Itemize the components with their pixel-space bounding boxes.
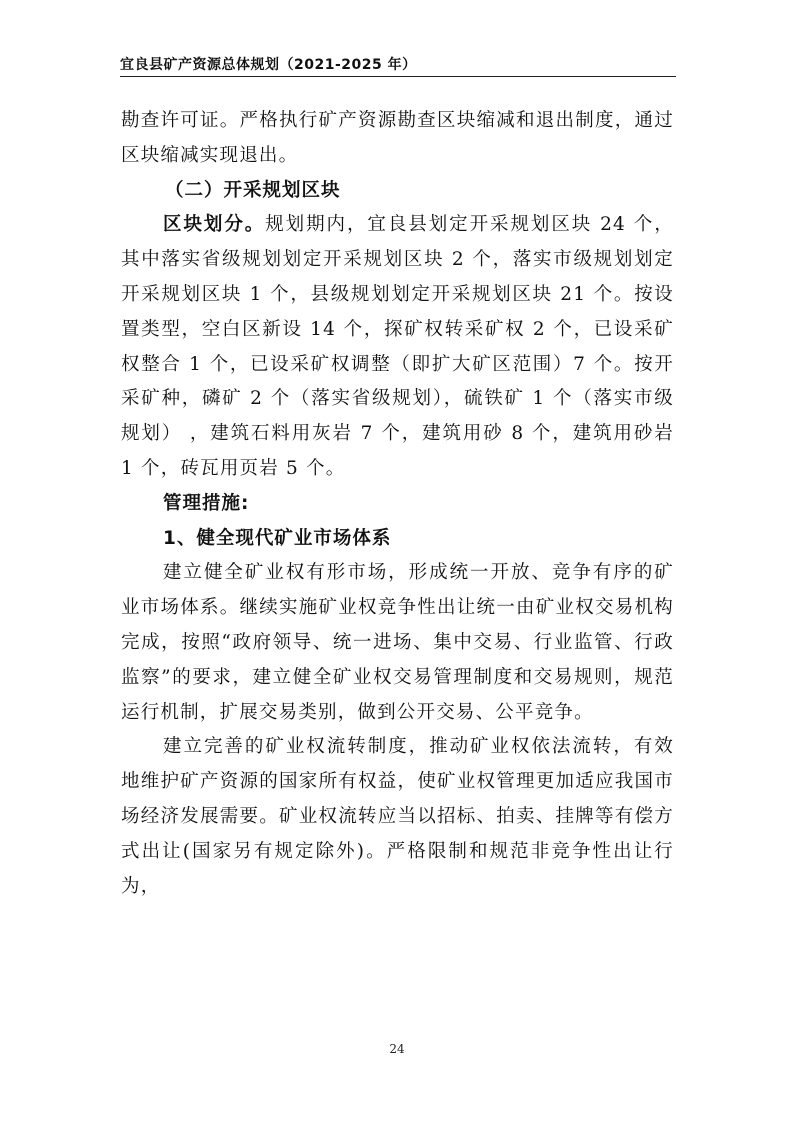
section-heading: （二）开采规划区块 — [165, 179, 341, 201]
document-body — [121, 104, 674, 904]
paragraph-transfer-system: 建立完善的矿业权流转制度，推动矿业权依法流转，有效地维护矿产资源的国家所有权益，使矿业权管理更加适应我国市场经济发展需要。矿业权流转应当以招标、拍卖、挂牌等有偿方式出让(国家另有规定除外)。严格限制和规范非竞争性出让行为， — [121, 736, 674, 897]
page-number: 24 — [389, 1042, 405, 1056]
paragraph-text: 规划期内，宜良县划定开采规划区块 24 个，其中落实省级规划划定开采规划区块 2 个，落实市级规划划定开采规划区块 1 个，县级规划划定开采规划区块 21 个。按设置类型，空白区新设 14 个，探矿权转采矿权 2 个，已设采矿权整合 1 个，已设采矿权调整（即扩大矿区范围）7 个。按开采矿种，磷矿 2 个（落实省级规划），硫铁矿 1 个（落实市级规划） ，建筑石料用灰岩 7 个，建筑用砂 8 个，建筑用砂岩 1 个，砖瓦用页岩 5 个。 — [121, 214, 674, 479]
paragraph-market-system: 建立健全矿业权有形市场，形成统一开放、竞争有序的矿业市场体系。继续实施矿业权竞争性出让统一由矿业权交易机构完成，按照“政府领导、统一进场、集中交易、行业监管、行政监察”的要求，建立健全矿业权交易管理制度和交易规则，规范运行机制，扩展交易类别，做到公开交易、公平竞争。 — [121, 562, 674, 723]
paragraph-block-division — [121, 208, 674, 486]
paragraph-continuation: 勘查许可证。严格执行矿产资源勘查区块缩减和退出制度，通过区块缩减实现退出。 — [121, 110, 674, 166]
measures-heading: 管理措施: — [163, 492, 250, 514]
running-header: 宜良县矿产资源总体规划（2021-2025 年） — [120, 57, 417, 73]
header-divider — [120, 76, 676, 77]
subsection-heading: 1、健全现代矿业市场体系 — [163, 527, 392, 549]
paragraph-lead-term: 区块划分。 — [163, 214, 266, 236]
